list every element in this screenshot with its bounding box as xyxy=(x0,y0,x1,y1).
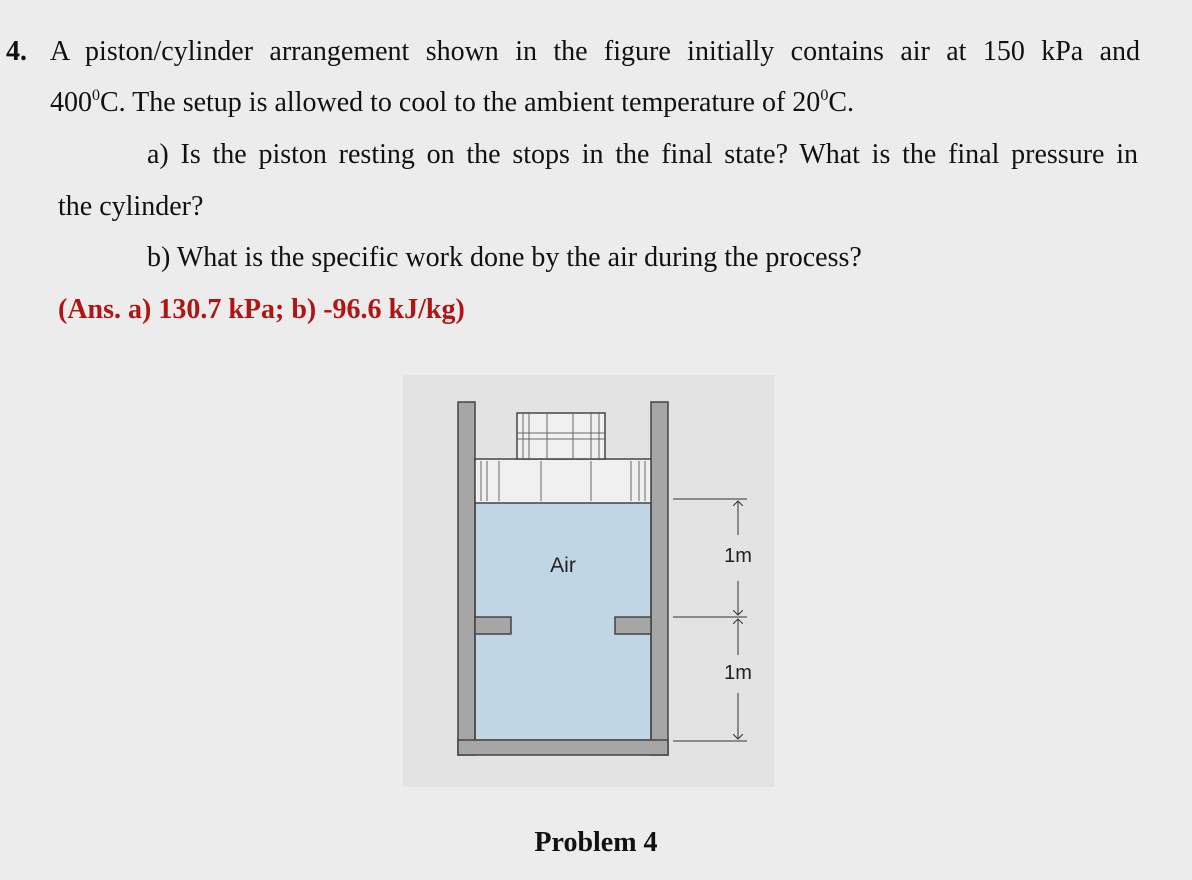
cylinder-left-wall xyxy=(458,402,475,755)
figure-caption: Problem 4 xyxy=(534,827,658,858)
initial-temp-value: 400 xyxy=(50,87,92,118)
piston-cylinder-figure xyxy=(403,375,774,787)
figure-svg xyxy=(403,375,774,787)
left-stop xyxy=(475,617,511,634)
cylinder-bottom xyxy=(458,740,668,755)
problem-text-2: C. The setup is allowed to cool to the ambient temperature of 20 xyxy=(100,87,821,118)
degree-sup: 0 xyxy=(820,87,829,104)
problem-statement-line-1 xyxy=(6,35,1140,69)
problem-number: 4. xyxy=(6,36,27,67)
part-b-question: b) What is the specific work done by the air during the process? xyxy=(147,242,862,273)
degree-sup: 0 xyxy=(92,87,100,104)
air-label: Air xyxy=(550,554,576,577)
dimension-lines xyxy=(673,499,747,741)
piston-weight xyxy=(517,413,605,459)
problem-statement-line-2 xyxy=(50,86,854,120)
part-a-question: a) Is the piston resting on the stops in the final state? What is the final pressure in xyxy=(147,139,1138,170)
piston xyxy=(475,459,651,503)
problem-text-1: A piston/cylinder arrangement shown in the figure initially contains air at 150 kPa and xyxy=(50,36,1140,67)
dimension-lower-label: 1m xyxy=(724,662,752,684)
answer-text: (Ans. a) 130.7 kPa; b) -96.6 kJ/kg) xyxy=(58,294,465,325)
problem-text-2-end: C. xyxy=(828,87,854,118)
right-stop xyxy=(615,617,651,634)
cylinder-right-wall xyxy=(651,402,668,755)
part-a-question-cont: the cylinder? xyxy=(58,191,204,222)
dimension-upper-label: 1m xyxy=(724,545,752,567)
